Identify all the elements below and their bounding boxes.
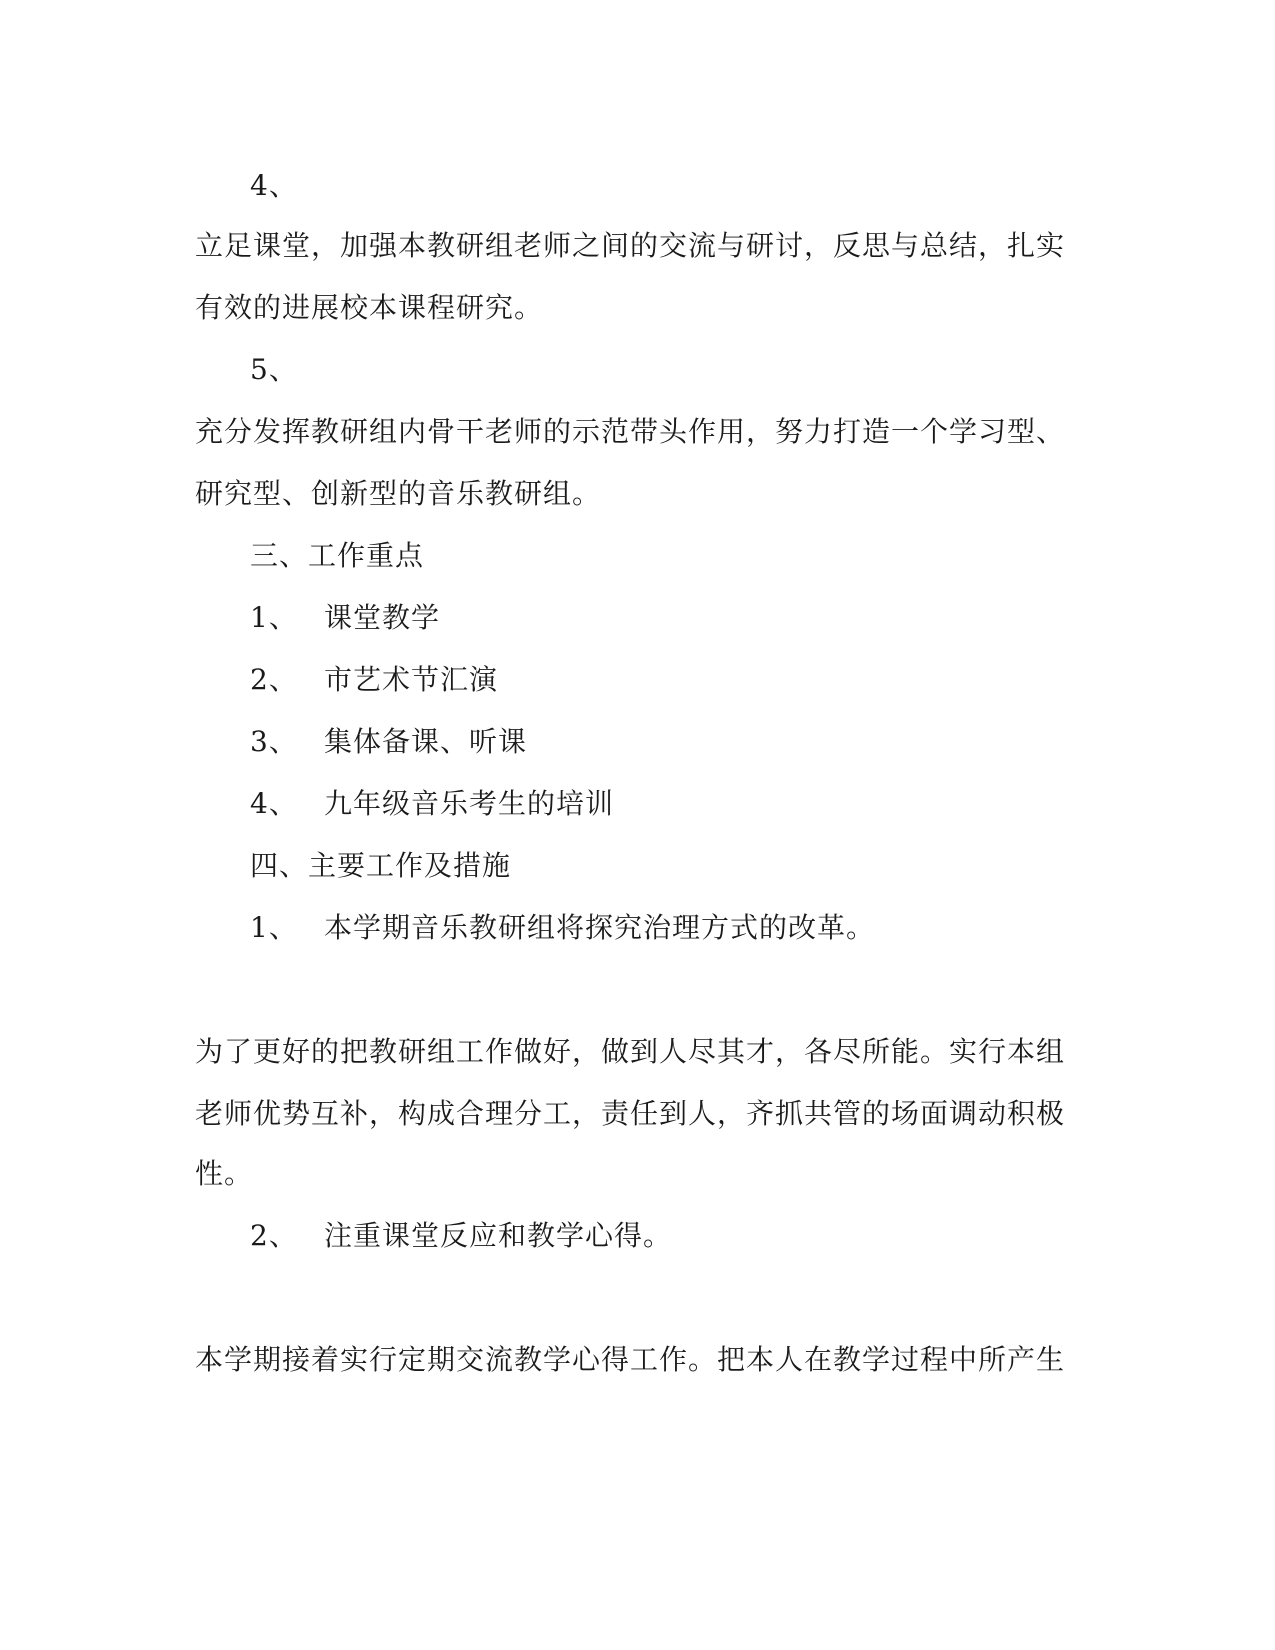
focus-list-item bbox=[250, 600, 440, 636]
list-item-number: 1、 bbox=[250, 601, 298, 634]
paragraph-line: 性。 bbox=[195, 1157, 254, 1190]
list-item-text: 九年级音乐考生的培训 bbox=[324, 787, 615, 820]
paragraph-line: 老师优势互补，构成合理分工，责任到人，齐抓共管的场面调动积极 bbox=[195, 1097, 1066, 1130]
item-number-4: 4、 bbox=[250, 169, 298, 202]
paragraph-line: 研究型、创新型的音乐教研组。 bbox=[195, 477, 602, 510]
list-item-text: 注重课堂反应和教学心得。 bbox=[324, 1219, 673, 1252]
list-item-number: 2、 bbox=[250, 663, 298, 696]
list-item-text: 课堂教学 bbox=[324, 601, 441, 634]
list-item-number: 3、 bbox=[250, 725, 298, 758]
list-item-number: 2、 bbox=[250, 1219, 298, 1252]
paragraph-line: 有效的进展校本课程研究。 bbox=[195, 291, 544, 324]
list-item-text: 集体备课、听课 bbox=[324, 725, 528, 758]
paragraph-line: 为了更好的把教研组工作做好，做到人尽其才，各尽所能。实行本组 bbox=[195, 1035, 1066, 1068]
focus-list-item bbox=[250, 786, 614, 822]
paragraph-line: 充分发挥教研组内骨干老师的示范带头作用，努力打造一个学习型、 bbox=[195, 415, 1066, 448]
measure-list-item bbox=[250, 910, 875, 946]
list-item-text: 本学期音乐教研组将探究治理方式的改革。 bbox=[324, 911, 876, 944]
paragraph-line: 立足课堂，加强本教研组老师之间的交流与研讨，反思与总结，扎实 bbox=[195, 229, 1066, 262]
list-item-number: 1、 bbox=[250, 911, 298, 944]
focus-list-item bbox=[250, 662, 498, 698]
focus-list-item bbox=[250, 724, 527, 760]
list-item-text: 市艺术节汇演 bbox=[324, 663, 499, 696]
list-item-number: 4、 bbox=[250, 787, 298, 820]
item-number-5: 5、 bbox=[250, 353, 298, 386]
measure-list-item bbox=[250, 1218, 672, 1254]
section-heading-main-work: 四、主要工作及措施 bbox=[250, 849, 512, 882]
section-heading-work-focus: 三、工作重点 bbox=[250, 539, 425, 572]
paragraph-line: 本学期接着实行定期交流教学心得工作。把本人在教学过程中所产生 bbox=[195, 1343, 1066, 1376]
